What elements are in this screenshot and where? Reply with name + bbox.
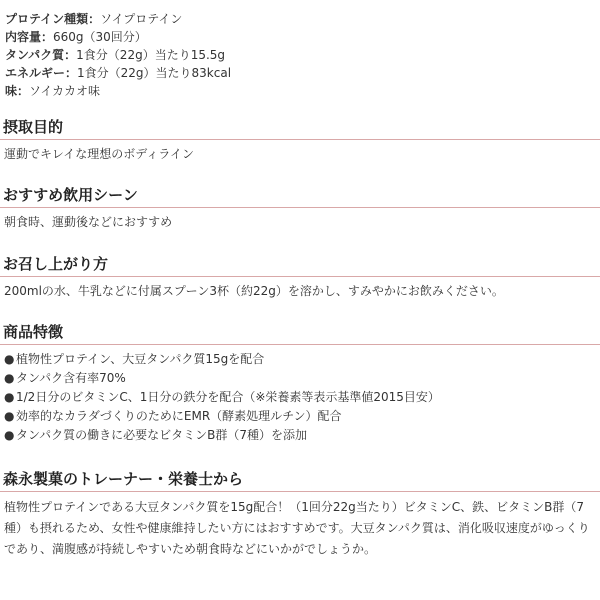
spec-value: ソイプロテイン (100, 12, 183, 26)
spec-value: 1食分（22g）当たり83kcal (77, 66, 232, 80)
list-item-text: 植物性プロテイン、大豆タンパク質15gを配合 (16, 352, 265, 366)
section-text: 運動でキレイな理想のボディライン (4, 147, 194, 161)
list-item (4, 369, 600, 388)
spec-key: タンパク質： (5, 48, 77, 62)
spec-value: 1食分（22g）当たり15.5g (76, 48, 226, 62)
bullet-icon: ● (4, 390, 15, 404)
spec-row-content (5, 28, 595, 46)
list-item-text: タンパク含有率70% (16, 371, 126, 385)
spec-row-protein (5, 46, 595, 64)
spec-key: プロテイン種類： (5, 12, 101, 26)
list-item (4, 426, 600, 445)
section-scene (0, 183, 600, 232)
spec-value: 660g（30回分） (53, 30, 147, 44)
section-features (0, 320, 600, 445)
spec-key: 内容量： (5, 30, 54, 44)
spec-list (5, 10, 595, 100)
section-text: 200mlの水、牛乳などに付属スプーン3杯（約22g）を溶かし、すみやかにお飲みください。 (4, 284, 504, 298)
spec-key: 味： (5, 84, 30, 98)
list-item-text: タンパク質の働きに必要なビタミンB群（7種）を添加 (16, 428, 308, 442)
spec-row-protein-type (5, 10, 595, 28)
spec-value: ソイカカオ味 (29, 84, 101, 98)
list-item (4, 350, 600, 369)
bullet-icon: ● (4, 352, 15, 366)
section-heading: 森永製菓のトレーナー・栄養士から (0, 467, 600, 492)
spec-row-energy (5, 64, 595, 82)
bullet-icon: ● (4, 428, 15, 442)
section-howto (0, 252, 600, 301)
list-item (4, 407, 600, 426)
spec-row-flavor (5, 82, 595, 100)
bullet-icon: ● (4, 409, 15, 423)
section-heading: おすすめ飲用シーン (0, 183, 600, 208)
list-item-text: 効率的なカラダづくりのためにEMR（酵素処理ルチン）配合 (16, 409, 342, 423)
trainer-paragraph: 植物性プロテインである大豆タンパク質を15g配合！（1回分22g当たり）ビタミンC、鉄、ビタミンB群（7種）も摂れるため、女性や健康維持したい方にはおすすめです。大豆タンパク質は、消化吸収速度がゆっくりであり、満腹感が持続しやすいため朝食時などにいかがでしょうか。 (4, 500, 590, 556)
list-item (4, 388, 600, 407)
spec-key: エネルギー： (5, 66, 78, 80)
section-heading: お召し上がり方 (0, 252, 600, 277)
list-item-text: 1/2日分のビタミンC、1日分の鉄分を配合（※栄養素等表示基準値2015目安） (16, 390, 440, 404)
section-purpose (0, 115, 600, 164)
feature-list (0, 345, 600, 445)
section-text: 朝食時、運動後などにおすすめ (4, 215, 173, 229)
section-heading: 商品特徴 (0, 320, 600, 345)
section-trainer (0, 467, 600, 560)
bullet-icon: ● (4, 371, 15, 385)
section-heading: 摂取目的 (0, 115, 600, 140)
